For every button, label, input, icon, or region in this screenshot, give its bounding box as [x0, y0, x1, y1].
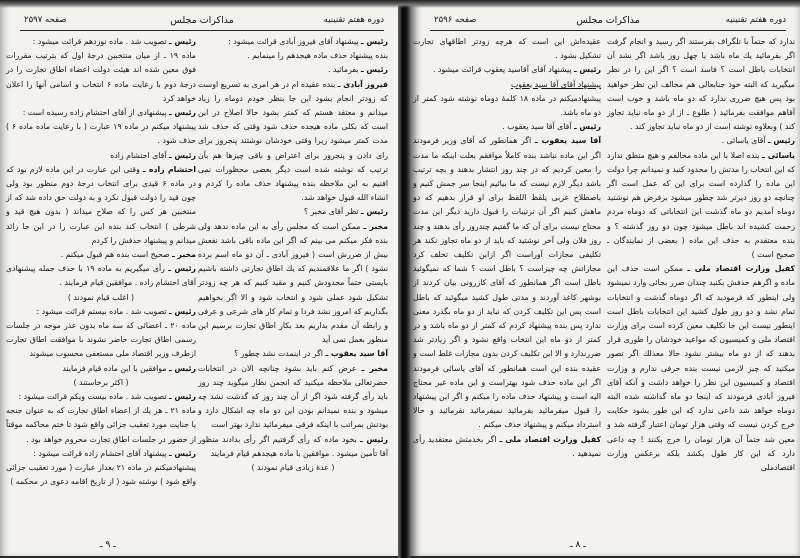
- speech-paragraph: [198, 433, 388, 461]
- left-page: [0, 4, 398, 556]
- paragraph-text: وقتی این عبارت در این ماده لازم بود که در ماده ۶ قیدی برای انتخاب درجهٔ دوم منظور بود ولی چون قید را دولت قبول نکرد و به دولت حق داده شد که از منتخبین هر کس را که صلاح میداند ( بدون هیچ قید و شرطی ) انتخاب کند بنده این عبارت را در این جا زائد میدانم و پیشنهاد حذفش را کردم: [6, 164, 196, 245]
- paragraph-text: ندارد که حتماً با تلگراف بفرستند اگر رسید و انجام گرفت اگر بفرمائید یك ماه باشد یا چهل روز باشد اگر نشد آن انتخابات باطل است ؟ فاسد است ؟ اگر این را در نظر میگیرید که البته خود جنابعالی هم مخالف این نظر خواهید بود پس هیچ ضرری ندارد که دو ماه باشد و خوب است آقاهم موافقت بفرمائید ( طلوع ـ از از دو ماه نباید تجاوز کند ) وبعلاوه نوشته است از دو ماه نباید تجاوز کند .: [607, 37, 795, 132]
- paragraph-text: پیشنهاد میکنم در ماده ۱۹ عبارت ( با رعایت ماده ماده ۶ ) حذف شود .: [6, 122, 196, 146]
- header-page-number: صفحه ۲۵۹۶: [434, 15, 477, 25]
- speaker-name: رئیس ـ: [361, 207, 388, 217]
- text-paragraph: [198, 461, 388, 475]
- paragraph-text: صحیح است بنده هم قبول میکنم .: [60, 250, 170, 260]
- speaker-name: آقا سید یعقوب ـ: [325, 349, 388, 359]
- text-column-left: [6, 35, 196, 490]
- speaker-name: رئیس ـ: [168, 264, 196, 274]
- paragraph-text: آقای احتشام زاده: [110, 150, 167, 160]
- page-footer-number: ـ ۸ ـ: [570, 540, 586, 550]
- text-column-left: [413, 35, 601, 461]
- speaker-name: مخبر ـ: [361, 363, 388, 373]
- header-term: دوره هفتم تقنینیه: [725, 15, 786, 25]
- right-page: [410, 4, 800, 556]
- paragraph-text: پیشنهاد آقای فیروز آبادی قرائت میشود :: [228, 37, 359, 46]
- paragraph-text: اگر در اینمدت نشد چطور ؟: [234, 349, 323, 359]
- paragraph-text: پیشنهاد آقای احتشام زاده قرائت میشود :: [33, 448, 167, 458]
- speaker-name: رئیس ـ: [361, 65, 388, 75]
- speaker-name: رئیس ـ: [361, 37, 388, 46]
- paragraph-text: موافقین با این ماده قیام فرمایند: [62, 363, 167, 373]
- paragraph-text: پیشنهاد آقای آقا سید یعقوب: [510, 79, 601, 89]
- text-paragraph: [6, 319, 196, 362]
- paragraph-text: ماده ۲۰ ـ اعضائی که سه ماه بدون عذر موجه در جلسات رسمی اطاق تجارت حاضر نشوند با موافقت اطاق تجارت ازطرف وزیر اقتصاد ملی مستعفی محسوب میشوند: [6, 321, 197, 359]
- speech-paragraph: [198, 78, 388, 206]
- paragraph-text: بنده پیشنهاد حذف ماده هیجدهم را مینمایم .: [247, 51, 388, 61]
- speaker-name: رئیس ـ: [169, 306, 196, 316]
- paragraph-text: ممکن است که مجلس رأی به این ماده ندهد ولی بنده فکر میکنم می بینم که اگر این ماده باقی باشد نفعش بیش از ضررش است ( فیروز آبادی ـ آن دو ماه اسم برده نشود ) اگر ما علاقمندیم که یك اطاق تجارتی داشته باشیم بایستی حتماً محدودش کنیم و مقید کنیم که هر چه زودتر تشکیل شود عملی شود و انتخاب شود و الا اگر بخواهیم بگذاریم که امروز نشد فردا و تمام کار های شرعی و عرفی و رابطه آن مقدم بداریم بعد بکار اطاق تجارت برسیم این منظور بعمل نمی آید: [198, 221, 388, 345]
- text-paragraph: [6, 49, 196, 106]
- paragraph-text: تصویب شد . ماده نوزدهم قرائت میشود :: [32, 37, 167, 46]
- paragraph-text: عقیده‌اش این است که هرچه زودتر اطاقهای تجارت تشکیل بشود .: [413, 37, 601, 61]
- scan-top-edge: [0, 0, 800, 8]
- paragraph-text: ماده ۲۱ ـ هر یك از اعضاء اطاق تجارت که به عنوان جنحه یا جنایت مورد تعقیب جزائی واقع شود تا ختم محاکمه موقتاً از حضور در جلسات اطاق تجارت محروم خواهد بود .: [6, 406, 196, 444]
- paragraph-text: پیشنهادی از آقای احتشام زاده رسیده است :: [22, 108, 167, 118]
- speech-paragraph: [6, 248, 196, 262]
- header-term: دوره هفتم تقنینیه: [323, 15, 384, 25]
- speaker-name: رئیس ـ: [169, 108, 196, 118]
- page-footer-number: ـ ۹ ـ: [100, 540, 116, 550]
- text-paragraph: [413, 92, 601, 120]
- speaker-name: رئیس ـ: [169, 150, 196, 160]
- speaker-name: رئیس ـ: [574, 122, 601, 132]
- speech-paragraph: [607, 134, 795, 148]
- paragraph-text: ممکن است حذف این ماده و اگرهم حذفش بکنید چندان ضرر بجائی وارد نمیشود ولی اینطور که فرمودید که اگر دوماه گذشت و انتخابات تمام نشد و دو روز طول کشید این انتخابات باطل است اینطور نیست این جا تکلیف معین کرده است برای وزارت اقتصاد ملی و کمیسیون که مواعید خودشان را طوری قرار بدهند که از دو ماه بیشتر نشود حالا معذلك اگر تصور میکنید که چیز لازمی نیست بنده حرفی ندارم و وزارت اقتصاد و کمیسیون این نظر را خواهد داشت و آنکه آقای فیروز آبادی فرمودند که اینجا دو ماه گذاشته شده البته دوماه خواهد شد داعی ندارد که این طور بشود حکایت خرج کردن نیست که وقتی هزار تومان اعتبار گرفته شد و معین شد حتماً آن هزار تومان را خرج بکنند ! چه داعی دارد که این کار طول بکشد بلکه برعکس وزارت اقتصادملی: [607, 264, 795, 473]
- paragraph-text: تصویب شد . ماده بیست ویکم قرائت میشود :: [18, 392, 167, 402]
- speaker-name: رئیس ـ: [360, 434, 388, 444]
- paragraph-text: رأی میگیریم به ماده ۱۹ با حذف جمله پیشنهادی آقای احتشام زاده . موافقین قیام فرمایند .: [6, 264, 196, 288]
- book-gutter: [398, 0, 410, 558]
- proposal-heading: [413, 78, 601, 92]
- speaker-name: رئیس ـ: [169, 448, 196, 458]
- speech-paragraph: [6, 262, 196, 290]
- speech-paragraph: [607, 149, 795, 263]
- text-paragraph: [6, 404, 196, 447]
- header-title: مذاکرات مجلس: [170, 15, 234, 26]
- speech-paragraph: [413, 433, 601, 461]
- speaker-name: یاسائی ـ: [762, 150, 795, 160]
- paragraph-text: پیشنهادمیکنم در ماده ۱۸ کلمهٔ دوماه نوشته شود کمتر از دو ماه باشد.: [413, 93, 602, 118]
- text-paragraph: [6, 461, 196, 489]
- text-paragraph: [198, 49, 388, 63]
- text-paragraph: [6, 376, 196, 390]
- paragraph-text: ( اکثر برخاستند ): [73, 377, 129, 387]
- speech-paragraph: [413, 120, 601, 134]
- speech-paragraph: [413, 134, 601, 432]
- header-page-number: صفحه ۲۵۹۷: [24, 15, 67, 25]
- paragraph-text: ( عدهٔ زیادی قیام نمودند ): [251, 463, 335, 473]
- paragraph-text: اگر همانطور که آقای وزیر فرمودند اگر این ماده نباشد بنده کاملاً موافقم بعلت اینکه ما مدت را معین کردیم که در چند روز انتشار بدهند و بچه ترتیب باشد دیگر لازم نیست که ما بیائیم اینجا سر جمش کنیم و باصطلاح عربی یلفظ اللفظ برای او قرار بدهیم که دو ماهش کنیم اگر آن ترتیبات را قبول دارید دیگر این مدت محتاج نیست برای آن که ما گفتیم چندروز رأی بدهند و چند روز فلان ولی آخر نوشتید که باید از دو ماه تجاوز نکند هر تکلیفی مجازات آوراست اگر ازاین تکلیف تخلف کرد مجازاتش چه چیزاست ؟ باطل است ؟ شما که نمیگوئید باطل است اگر همانطور که آقای کازرونی بیان کردند از بوشهر کاغذ آوردند و مدتی طول کشید میگوئید که باطل است پس این تکلیف کردن که نباید از دو ماه بگذرد معنی ندارد پس بنده پیشنهاد کردم که کمتر از دو ماه باشد و در کمتر از دو ماه این انتخاب واقع نشود و اگر زیادتر شد ضررندارد و الا این تکلیف کردن بدون مجازات غلط است و عقیده بنده این است همانطور که آقای یاسائی فرمودند اگر این ماده حذف شود بهتراست و این ماده غیر محتاج الیه است و پیشنهاد حذف ماده را میکنم و اگر این پیشنهاد را قبول میفرمائید بفرمائید نمیفرمائید نفرمائید و حالا استرداد میکنم و پیشنهاد حذف میکنم .: [413, 136, 601, 430]
- paragraph-text: پیشنهادمیکنم در ماده ۲۱ بعداز عبارت ( مورد تعقیب جزائی واقع شود ) نوشته شود ( از تاریخ اقامه دعوی در محکمه ): [6, 463, 197, 487]
- page-header: [430, 14, 786, 31]
- speaker-name: رئیس ـ: [169, 363, 196, 373]
- speech-paragraph: [6, 106, 196, 120]
- speaker-name: کفیل وزارت اقتصاد ملی ـ: [687, 264, 795, 274]
- speech-paragraph: [198, 347, 388, 361]
- speech-paragraph: [6, 447, 196, 461]
- text-paragraph: [6, 120, 196, 148]
- speech-paragraph: [198, 63, 388, 77]
- paragraph-text: ( اغلب قیام نمودند ): [67, 292, 135, 302]
- speaker-name: رئیس ـ: [169, 392, 196, 402]
- text-paragraph: [6, 291, 196, 305]
- speech-paragraph: [6, 149, 196, 163]
- header-title: مذاکرات مجلس: [576, 15, 640, 26]
- paragraph-text: تصویب شد . ماده بیستم قرائت میشود :: [36, 306, 167, 316]
- speaker-name: احتشام زاده ـ: [142, 164, 197, 174]
- text-paragraph: [607, 35, 795, 134]
- paragraph-text: عرض کنم باید بشود چنانچه الان در انتخابات حضرتعالی ملاحظه میکنید که انجمن نظار میگوید چند روز باید رأی گرفته شود اگر از آن چند روز که گذشت نشد چه میشود و بنده نمیدانم بودن این دو ماه چه اشکال دارد و بودنش بمراتب با اینکه فرقی میفرمائید ندارد بهتر است: [198, 363, 388, 430]
- speaker-name: آقا سید یعقوب ـ: [534, 136, 601, 146]
- speaker-name: مخبر ـ: [172, 250, 196, 260]
- paragraph-text: بنده اصلا با این ماده مخالفم و هیچ منطق ندارد که این انتخاب را مدتش را محدود کنید و نمیدانم چرا دولت این ماده را گذارده است برای این که عمل است اگر چنانچه دو روز دیرتر شد چطور میشود برفرض هم نوشتید دوماه آمدیم دو ماه گذشت این انتخاباتی که دوماه مردم زحمت کشیده اند باطل میشود چون دو روز گذشته ؟ و بنده معتقدم به حذف این ماده ( بعضی از نمایندگان ـ صحیح است ): [607, 150, 795, 260]
- paragraph-text: پیشنهاد آقای آقاسید یعقوب قرائت میشود .: [433, 65, 572, 75]
- paragraph-text: ماده ۱۹ ـ از میان منتخبین درجهٔ اول که بترتیب مقررات فوق معین شده اند هیئت دولت اعضاء اطاق تجارت را در درجهٔ دوم با رعایت ماده ۶ انتخاب و اسامی آنها را اعلان خواهد کرد: [6, 51, 197, 103]
- speaker-name: کفیل وزارت اقتصاد ملی ـ: [499, 434, 601, 444]
- speech-paragraph: [198, 220, 388, 348]
- paragraph-text: بنده عقیده ام در هر امری به تسریع اوست که زودتر انجام بشود این جا بنظر خودم دوماه را زیاد میدانم و معتقد هستم که کمتر بشود حالا اصلاح در این است که بکلی ماده هیجده حذف شود وقتی که حذف شد مدت کمتر میشود زیرا وقتی خودشان نوشتند پنجروز برای رای دادن و پنجروز برای اعتراض و باقی چیزها هم بآن ترتیب که نوشته شده است دیگر بعضی محظورات نمی افتیم به این ملاحظه بنده پیشنهاد حذف ماده را کردم و انشاء الله قبول خواهد شد.: [198, 79, 388, 203]
- speech-paragraph: [6, 305, 196, 319]
- paragraph-text: بفرمائید .: [327, 65, 359, 75]
- speech-paragraph: [607, 262, 795, 475]
- speech-paragraph: [198, 35, 388, 49]
- speech-paragraph: [6, 163, 196, 248]
- speech-paragraph: [6, 35, 196, 49]
- text-column-right: [607, 35, 795, 475]
- page-header: [20, 14, 384, 31]
- speech-paragraph: [198, 205, 388, 219]
- speech-paragraph: [198, 362, 388, 433]
- paragraph-text: آقای یاسائی .: [721, 136, 766, 146]
- paragraph-text: بخود ماده که رأی گرفتیم اگر رأی بدادند منظور آقا تأمین میشود . موافقین با ماده هیجدهم قیام فرمایند: [198, 434, 388, 458]
- text-column-right: [198, 35, 388, 475]
- paragraph-text: اگر بخدمتش معتقدید رأی نمیدهید .: [413, 434, 601, 458]
- speaker-name: رئیس ـ: [768, 136, 795, 146]
- speaker-name: فیروز آبادی ـ: [337, 79, 388, 89]
- speech-paragraph: [6, 390, 196, 404]
- text-paragraph: [413, 35, 601, 63]
- speaker-name: مخبر ـ: [363, 221, 388, 231]
- speech-paragraph: [6, 362, 196, 376]
- paragraph-text: نظر آقای مخبر ؟: [303, 207, 359, 217]
- speaker-name: رئیس ـ: [574, 65, 601, 75]
- speech-paragraph: [413, 63, 601, 77]
- speaker-name: رئیس ـ: [169, 37, 196, 46]
- paragraph-text: آقای آقا سید یعقوب .: [502, 122, 572, 132]
